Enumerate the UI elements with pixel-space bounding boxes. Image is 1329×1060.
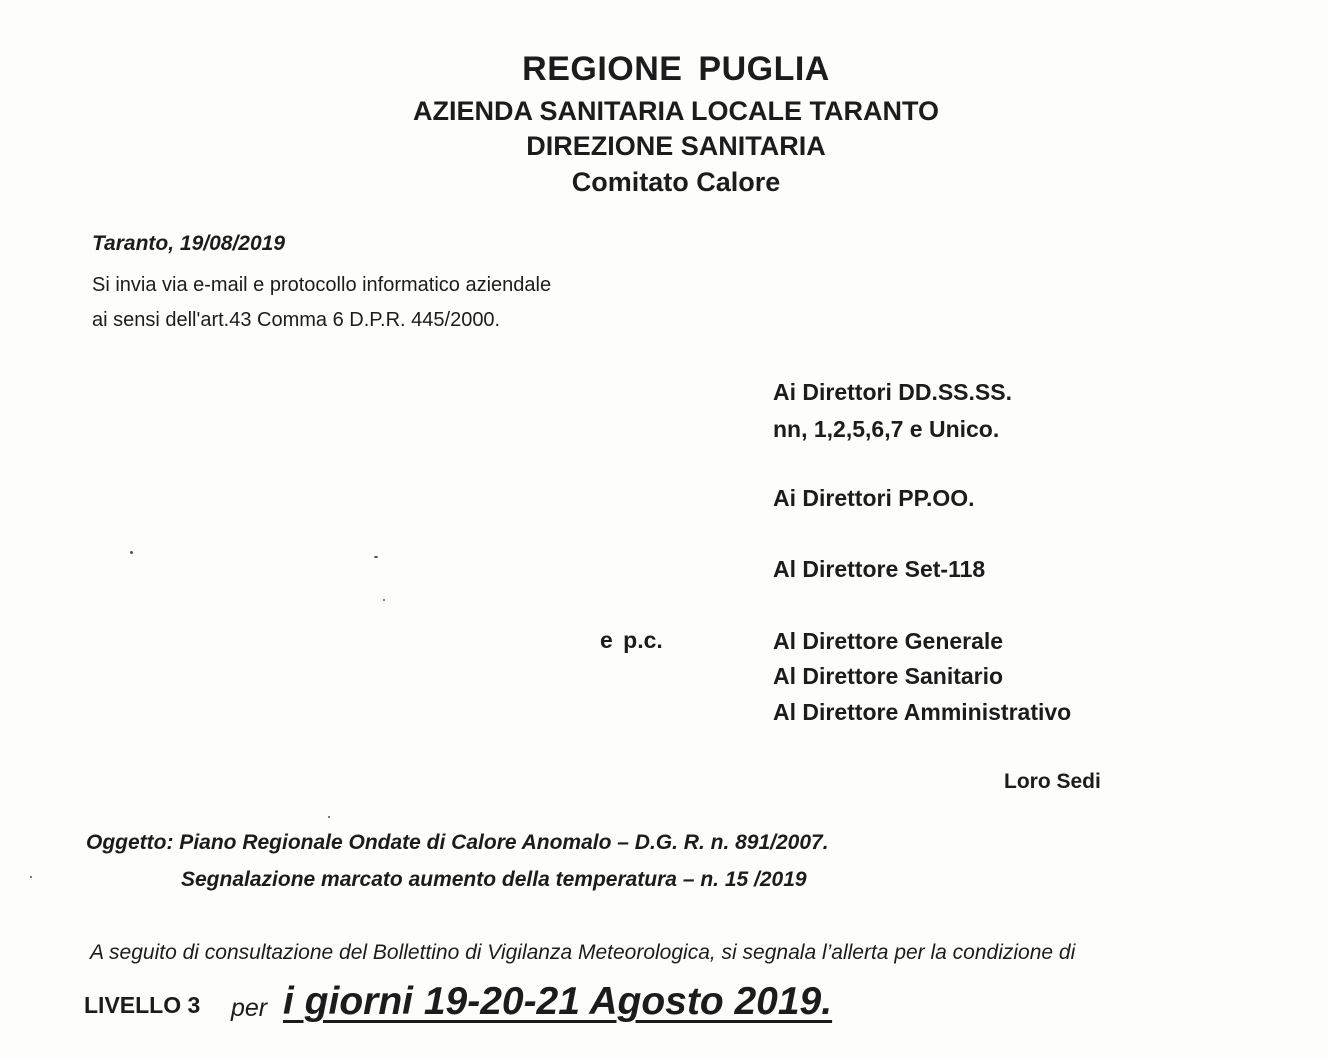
recipient-line-4: Al Direttore Set-118 (773, 556, 986, 582)
cc-recipient-2: Al Direttore Sanitario (773, 663, 1004, 689)
scan-speck (328, 816, 330, 818)
subject-line-2: Segnalazione marcato aumento della temperatura – n. 15 /2019 (181, 868, 807, 891)
subject-line-1: Oggetto: Piano Regionale Ondate di Calore Anomalo – D.G. R. n. 891/2007. (86, 831, 829, 854)
header-department: DIREZIONE SANITARIA (526, 131, 826, 161)
scan-speck (383, 599, 385, 601)
sending-note-line-1: Si invia via e-mail e protocollo informatico aziendale (92, 274, 552, 296)
cc-label: e p.c. (600, 627, 663, 653)
scan-speck (374, 556, 378, 558)
alert-days: i giorni 19-20-21 Agosto 2019. (283, 980, 833, 1023)
scan-speck (30, 876, 32, 878)
closing-loro-sedi: Loro Sedi (1004, 770, 1101, 793)
recipient-line-3: Ai Direttori PP.OO. (773, 485, 975, 511)
cc-recipient-1: Al Direttore Generale (773, 628, 1004, 654)
recipient-line-2: nn, 1,2,5,6,7 e Unico. (773, 416, 1000, 442)
scan-speck (130, 551, 133, 554)
header-region: REGIONE PUGLIA (522, 50, 830, 88)
sending-note-line-2: ai sensi dell'art.43 Comma 6 D.P.R. 445/2000. (92, 309, 501, 331)
place-date: Taranto, 19/08/2019 (92, 232, 285, 255)
body-intro: A seguito di consultazione del Bollettino di Vigilanza Meteorologica, si segnala l’allerta per la condizione di (90, 941, 1076, 964)
alert-per: per (231, 994, 268, 1022)
header-committee: Comitato Calore (571, 167, 781, 197)
alert-level: LIVELLO 3 (84, 992, 201, 1018)
cc-recipient-3: Al Direttore Amministrativo (773, 699, 1072, 725)
recipient-line-1: Ai Direttori DD.SS.SS. (773, 379, 1012, 405)
header-agency: AZIENDA SANITARIA LOCALE TARANTO (413, 96, 939, 126)
